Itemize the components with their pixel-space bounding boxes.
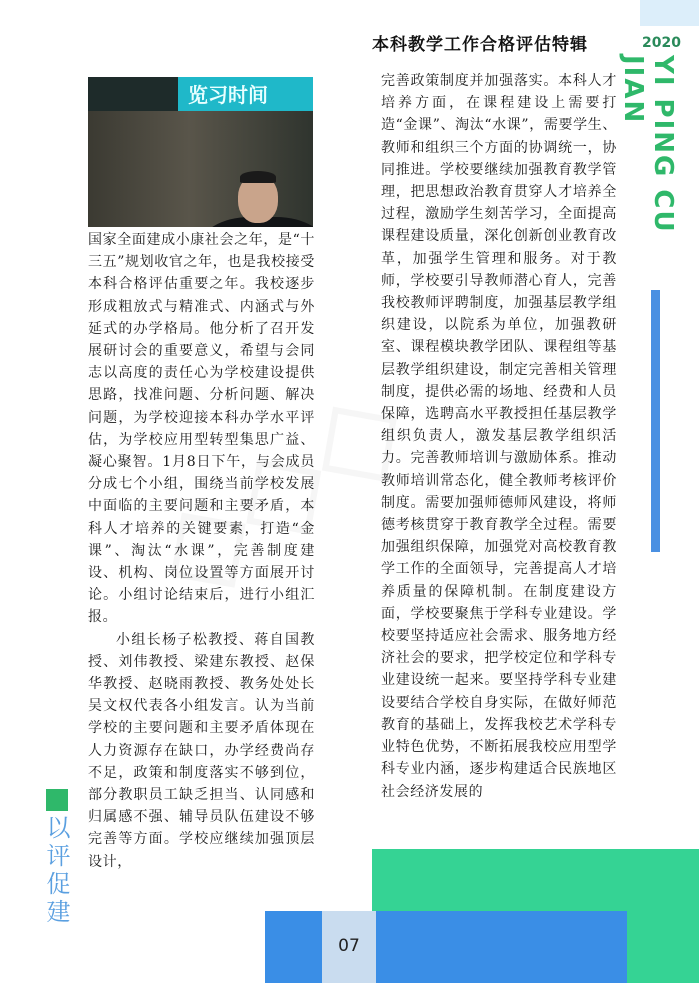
right-text-column	[381, 70, 617, 803]
left-paragraph-2: 小组长杨子松教授、蒋自国教授、刘伟教授、梁建东教授、赵保华教授、赵晓雨教授、教务处处长吴文权代表各小组发言。认为当前学校的主要问题和主要矛盾体现在人力资源存在缺口，办学经费尚存不足，政策和制度落实不够到位，部分教职员工缺乏担当、认同感和归属感不强、辅导员队伍建设不够完善等方面。学校应继续加强顶层设计，	[88, 631, 315, 870]
left-text-column	[88, 229, 315, 873]
page-number: 07	[338, 936, 360, 956]
right-paragraph-1: 完善政策制度并加强落实。本科人才培养方面，在课程建设上需要打造“金课”、淘汰“水课”，需要学生、教师和组织三个方面的协调统一，协同推进。学校要继续加强教育教学管理，把思想政治教育贯穿人才培养全过程，激励学生刻苦学习，全面提高课程建设质量，深化创新创业教育改革，加强学生管理和服务。对于教师，学校要引导教师潜心育人，完善我校教师评聘制度，加强基层教学组织建设，以院系为单位，加强教研室、课程模块教学团队、课程组等基层教学组织建设，制定完善相关管理制度，提供必需的场地、经费和人员保障，选聘高水平教授担任基层教学组织负责人，激发基层教学组织活力。完善教师培训与激励体系。推动教师培训常态化，健全教师考核评价制度。需要加强师德师风建设，将师德考核贯穿于教育教学全过程。需要加强组织保障，加强党对高校教育教学工作的全面领导，完善提高人才培养质量的保障机制。在制度建设方面，学校要聚焦于学科专业建设。学校要坚持适应社会需求、服务地方经济社会的要求，把学校定位和学科专业建设统一起来。要坚持学科专业建设要结合学校自身实际，在做好师范教育的基础上，发挥我校艺术学科专业特色优势，不断拓展我校应用型学科专业内涵，逐步构建适合民族地区社会经济发展的	[381, 73, 617, 800]
footer-blue-block-right	[372, 911, 627, 983]
vertical-accent-bar	[651, 290, 660, 552]
speaker-photo	[88, 77, 313, 227]
corner-decoration	[640, 0, 699, 26]
page-header-title: 本科教学工作合格评估特辑	[372, 35, 588, 55]
vertical-section-title: YI PING CU JIAN	[618, 55, 678, 234]
photo-speaker-hair	[240, 171, 276, 183]
photo-screen-text: 览习时间	[188, 83, 268, 107]
photo-screen-banner	[178, 77, 313, 111]
motto-green-square	[46, 789, 68, 811]
left-paragraph-1: 国家全面建成小康社会之年，是“十三五”规划收官之年，也是我校接受本科合格评估重要之年。我校逐步形成粗放式与精准式、内涵式与外延式的办学格局。他分析了召开发展研讨会的重要意义，希望与会同志以高度的责任心为学校建设提供思路，找准问题、分析问题、解决问题，为学校迎接本科办学水平评估，为学校应用型转型集思广益、凝心聚智。1月8日下午，与会成员分成七个小组，围绕当前学校发展中面临的主要问题和主要矛盾，本科人才培养的关键要素，打造“金课”、淘汰“水课”，完善制度建设、机构、岗位设置等方面展开讨论。小组讨论结束后，进行小组汇报。	[88, 232, 315, 626]
page-header-year: 2020	[642, 35, 681, 51]
photo-background	[88, 111, 313, 227]
side-motto: 以评促建	[42, 815, 70, 927]
